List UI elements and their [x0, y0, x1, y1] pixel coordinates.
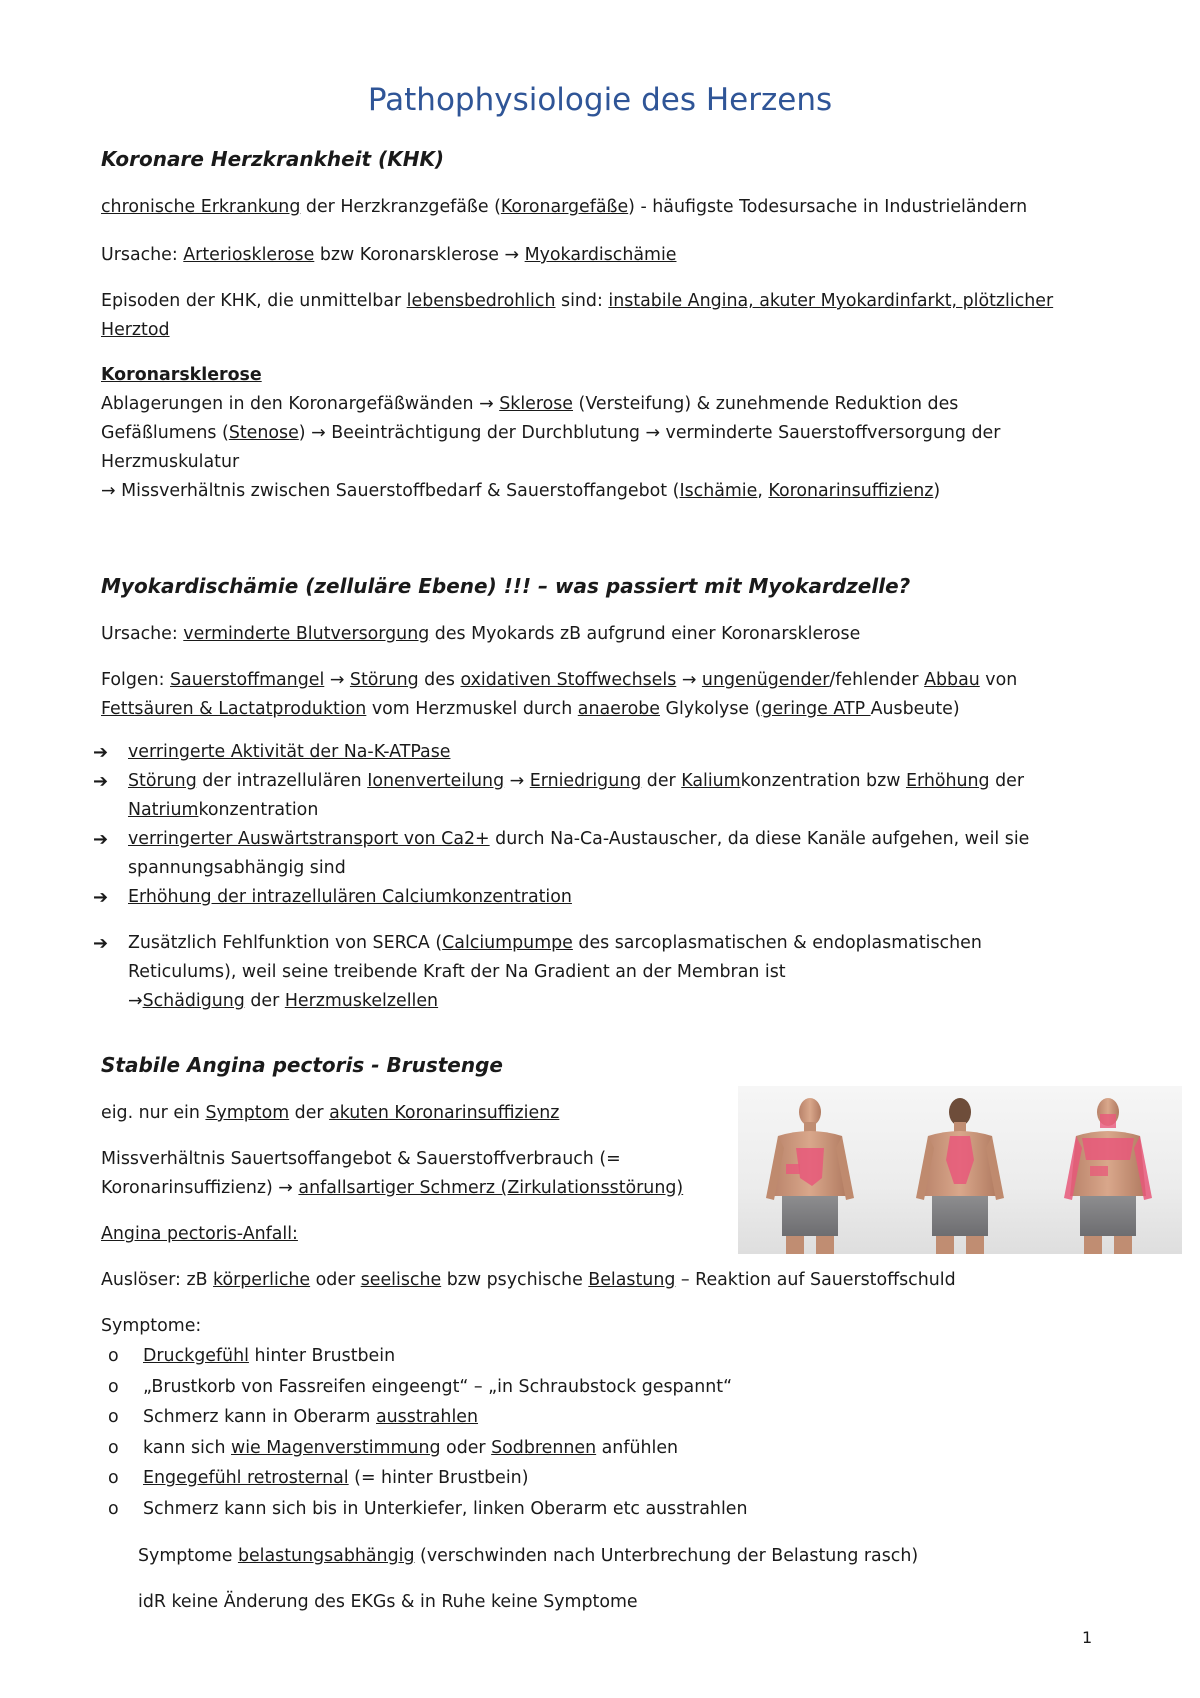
text: der	[289, 1103, 330, 1123]
term-herztod: Herztod	[101, 320, 170, 340]
list-item	[108, 1494, 768, 1525]
term-sauerstoffmangel: Sauerstoffmangel	[170, 670, 325, 690]
text: der Herzkranzgefäße (	[300, 197, 501, 217]
list-item	[108, 1433, 768, 1464]
bold-arrow-icon: ➔	[93, 742, 109, 763]
term: Erhöhung	[905, 771, 990, 791]
myo-folgen	[101, 666, 1111, 724]
text: (Versteifung) & zunehmende Reduktion des	[573, 394, 959, 414]
list-item	[93, 738, 1113, 767]
term: Herzmuskelzellen	[284, 991, 439, 1011]
bold-arrow-icon: ➔	[93, 933, 109, 954]
text: Koronarinsuffizienz)	[101, 1178, 279, 1198]
torso-figures-image	[738, 1086, 1182, 1254]
term-ischaemie: Ischämie	[679, 481, 758, 501]
list-item	[108, 1463, 768, 1494]
text: )	[298, 423, 312, 443]
list-item	[108, 1341, 768, 1372]
term: seelische	[360, 1270, 442, 1290]
bullet-o-icon: o	[108, 1376, 119, 1397]
term: körperliche	[213, 1270, 311, 1290]
term: Natrium	[128, 800, 199, 820]
bullet-o-icon: o	[108, 1407, 119, 1427]
text: Zusätzlich Fehlfunktion von SERCA (	[128, 933, 443, 953]
text: sind:	[555, 291, 609, 311]
figure-front-1	[766, 1098, 854, 1254]
text: vom Herzmuskel durch	[366, 699, 578, 719]
term-chronische-erkrankung: chronische Erkrankung	[101, 197, 301, 217]
term-blutversorgung: verminderte Blutversorgung	[183, 624, 430, 644]
text: ,	[757, 481, 769, 501]
arrow-icon: →	[311, 423, 326, 443]
term-sklerose: Sklerose	[499, 394, 574, 414]
text: durch Na-Ca-Austauscher, da diese Kanäle aufgehen, weil sie	[489, 829, 1030, 849]
text: der	[989, 771, 1025, 791]
term-anaerobe: anaerobe	[577, 699, 660, 719]
text: )	[933, 481, 941, 501]
term: Schädigung	[142, 991, 245, 1011]
term-koronargefaesse: Koronargefäße	[500, 197, 629, 217]
arrow-icon: →	[645, 423, 661, 443]
term-arteriosklerose: Arteriosklerose	[183, 245, 315, 265]
symptome-label: Symptome:	[101, 1316, 202, 1336]
term-myokardischaemie: Myokardischämie	[524, 245, 677, 265]
khk-definition	[101, 193, 1111, 222]
text: Glykolyse (	[659, 699, 762, 719]
text: Missverhältnis zwischen Sauerstoffbedarf & Sauerstoffangebot (	[115, 481, 680, 501]
text: Schmerz kann in Oberarm	[143, 1407, 376, 1427]
term: wie Magenverstimmung	[231, 1437, 441, 1458]
text: Folgen:	[101, 670, 171, 690]
subheading-anfall: Angina pectoris-Anfall:	[101, 1224, 298, 1244]
text: von	[979, 670, 1018, 690]
term-episoden-liste: instabile Angina, akuter Myokardinfarkt, plötzlicher	[608, 291, 1054, 311]
text: ) - häufigste Todesursache in Industrieländern	[628, 197, 1028, 217]
pain-radiation-illustration	[738, 1086, 1182, 1254]
text: der intrazellulären	[196, 771, 368, 791]
arrow-icon: →	[101, 481, 116, 501]
text: oder	[440, 1437, 492, 1458]
text: konzentration	[198, 800, 319, 820]
page-title: Pathophysiologie des Herzens	[367, 82, 833, 118]
text: Auslöser: zB	[101, 1270, 214, 1290]
text: Schmerz kann sich bis in Unterkiefer, linken Oberarm etc ausstrahlen	[143, 1498, 748, 1519]
term: Engegefühl retrosternal	[143, 1468, 349, 1488]
heading-myokardischaemie: Myokardischämie (zelluläre Ebene) !!! – was passiert mit Myokardzelle?	[101, 574, 911, 598]
arrow-icon: →	[329, 670, 345, 690]
arrow-icon: →	[479, 394, 494, 414]
myo-ursache	[101, 620, 1111, 649]
bullet-o-icon: o	[108, 1498, 119, 1519]
arrow-icon: →	[504, 245, 520, 265]
term-stoerung: Störung	[349, 670, 419, 690]
text: – Reaktion auf Sauerstoffschuld	[675, 1270, 956, 1290]
term: Belastung	[588, 1270, 676, 1290]
figure-front-2	[1064, 1098, 1152, 1254]
text: des sarcoplasmatischen & endoplasmatischen	[572, 933, 982, 953]
angina-ekg: idR keine Änderung des EKGs & in Ruhe keine Symptome	[138, 1592, 638, 1612]
term: anfallsartiger Schmerz (Zirkulationsstörung)	[298, 1178, 684, 1198]
bullet-o-icon: o	[108, 1468, 119, 1488]
text: Episoden der KHK, die unmittelbar	[101, 291, 407, 311]
text: Ursache:	[101, 624, 184, 644]
term: Druckgefühl	[143, 1346, 249, 1366]
text: der	[244, 991, 285, 1011]
term: Kalium	[681, 771, 741, 791]
bold-arrow-icon: ➔	[93, 829, 109, 850]
list-item	[93, 883, 1113, 912]
term: akuten Koronarinsuffizienz	[329, 1103, 560, 1123]
arrow-icon: →	[128, 991, 143, 1011]
bullet-o-icon: o	[108, 1346, 119, 1366]
angina-ausloeser	[101, 1266, 1111, 1295]
text: Symptome	[138, 1546, 238, 1566]
text: /fehlender	[829, 670, 925, 690]
text: Ausbeute)	[870, 699, 960, 719]
heading-angina-pectoris: Stabile Angina pectoris - Brustenge	[101, 1053, 503, 1077]
term-ungenuegender: ungenügender	[701, 670, 830, 690]
list-item	[93, 767, 1113, 825]
text: Ursache:	[101, 245, 184, 265]
term-geringe-atp: geringe ATP	[761, 699, 871, 719]
term: verringerter Auswärtstransport von Ca2+	[128, 829, 490, 849]
term-oxidativer-stoffwechsel: oxidativen Stoffwechsels	[460, 670, 677, 690]
myo-arrow-list	[93, 738, 1113, 1016]
arrow-icon: →	[509, 771, 525, 791]
bold-arrow-icon: ➔	[93, 887, 109, 908]
term-lebensbedrohlich: lebensbedrohlich	[406, 291, 556, 311]
term: Erhöhung der intrazellulären Calciumkonzentration	[128, 887, 572, 907]
text: (= hinter Brustbein)	[348, 1468, 529, 1488]
text: spannungsabhängig sind	[128, 858, 346, 878]
text: des	[418, 670, 461, 690]
term-stenose: Stenose	[228, 423, 299, 443]
text: bzw psychische	[441, 1270, 589, 1290]
list-item	[108, 1402, 768, 1433]
page-number: 1	[1082, 1628, 1093, 1647]
text: anfühlen	[596, 1437, 679, 1458]
text: verminderte Sauerstoffversorgung der	[660, 423, 1001, 443]
text: bzw Koronarsklerose	[314, 245, 505, 265]
term: Erniedrigung	[529, 771, 642, 791]
text: hinter Brustbein	[248, 1346, 396, 1366]
term: Ionenverteilung	[367, 771, 505, 791]
bold-arrow-icon: ➔	[93, 771, 109, 792]
term: Störung	[128, 771, 197, 791]
symptom-list	[108, 1341, 768, 1524]
khk-episoden	[101, 287, 1111, 345]
term-fettsaeuren: Fettsäuren & Lactatproduktion	[101, 699, 367, 719]
arrow-icon: →	[278, 1178, 293, 1198]
text: Missverhältnis Sauertsoffangebot & Sauerstoffverbrauch (=	[101, 1149, 621, 1169]
angina-belastungsabhaengig	[138, 1542, 1148, 1571]
heading-khk: Koronare Herzkrankheit (KHK)	[101, 147, 445, 171]
subheading-koronarsklerose: Koronarsklerose	[101, 365, 262, 385]
text: der	[641, 771, 682, 791]
list-item	[108, 1372, 768, 1403]
term-na-k-atpase: verringerte Aktivität der Na-K-ATPase	[128, 742, 451, 762]
text: „Brustkorb von Fassreifen eingeengt“ – „in Schraubstock gespannt“	[143, 1376, 733, 1397]
term: Symptom	[205, 1103, 290, 1123]
text: Ablagerungen in den Koronargefäßwänden	[101, 394, 480, 414]
text: (verschwinden nach Unterbrechung der Belastung rasch)	[414, 1546, 919, 1566]
term: belastungsabhängig	[237, 1546, 415, 1566]
text: Gefäßlumens (	[101, 423, 229, 443]
text: konzentration bzw	[740, 771, 906, 791]
term: ausstrahlen	[376, 1407, 479, 1427]
list-item	[93, 929, 1113, 1016]
term: Sodbrennen	[491, 1437, 597, 1458]
arrow-icon: →	[681, 670, 697, 690]
term-koronarinsuffizienz: Koronarinsuffizienz	[768, 481, 934, 501]
text: Herzmuskulatur	[101, 452, 240, 472]
figure-back	[916, 1098, 1004, 1254]
text: Reticulums), weil seine treibende Kraft der Na Gradient an der Membran ist	[128, 962, 786, 982]
text: Beeinträchtigung der Durchblutung	[325, 423, 646, 443]
term-abbau: Abbau	[924, 670, 980, 690]
khk-ursache	[101, 241, 1111, 270]
text: des Myokards zB aufgrund einer Koronarsklerose	[429, 624, 861, 644]
text: kann sich	[143, 1437, 231, 1458]
text: eig. nur ein	[101, 1103, 206, 1123]
text: oder	[310, 1270, 361, 1290]
bullet-o-icon: o	[108, 1437, 119, 1458]
koronarsklerose-block	[101, 361, 1111, 506]
list-item	[93, 825, 1113, 883]
term: Calciumpumpe	[442, 933, 573, 953]
